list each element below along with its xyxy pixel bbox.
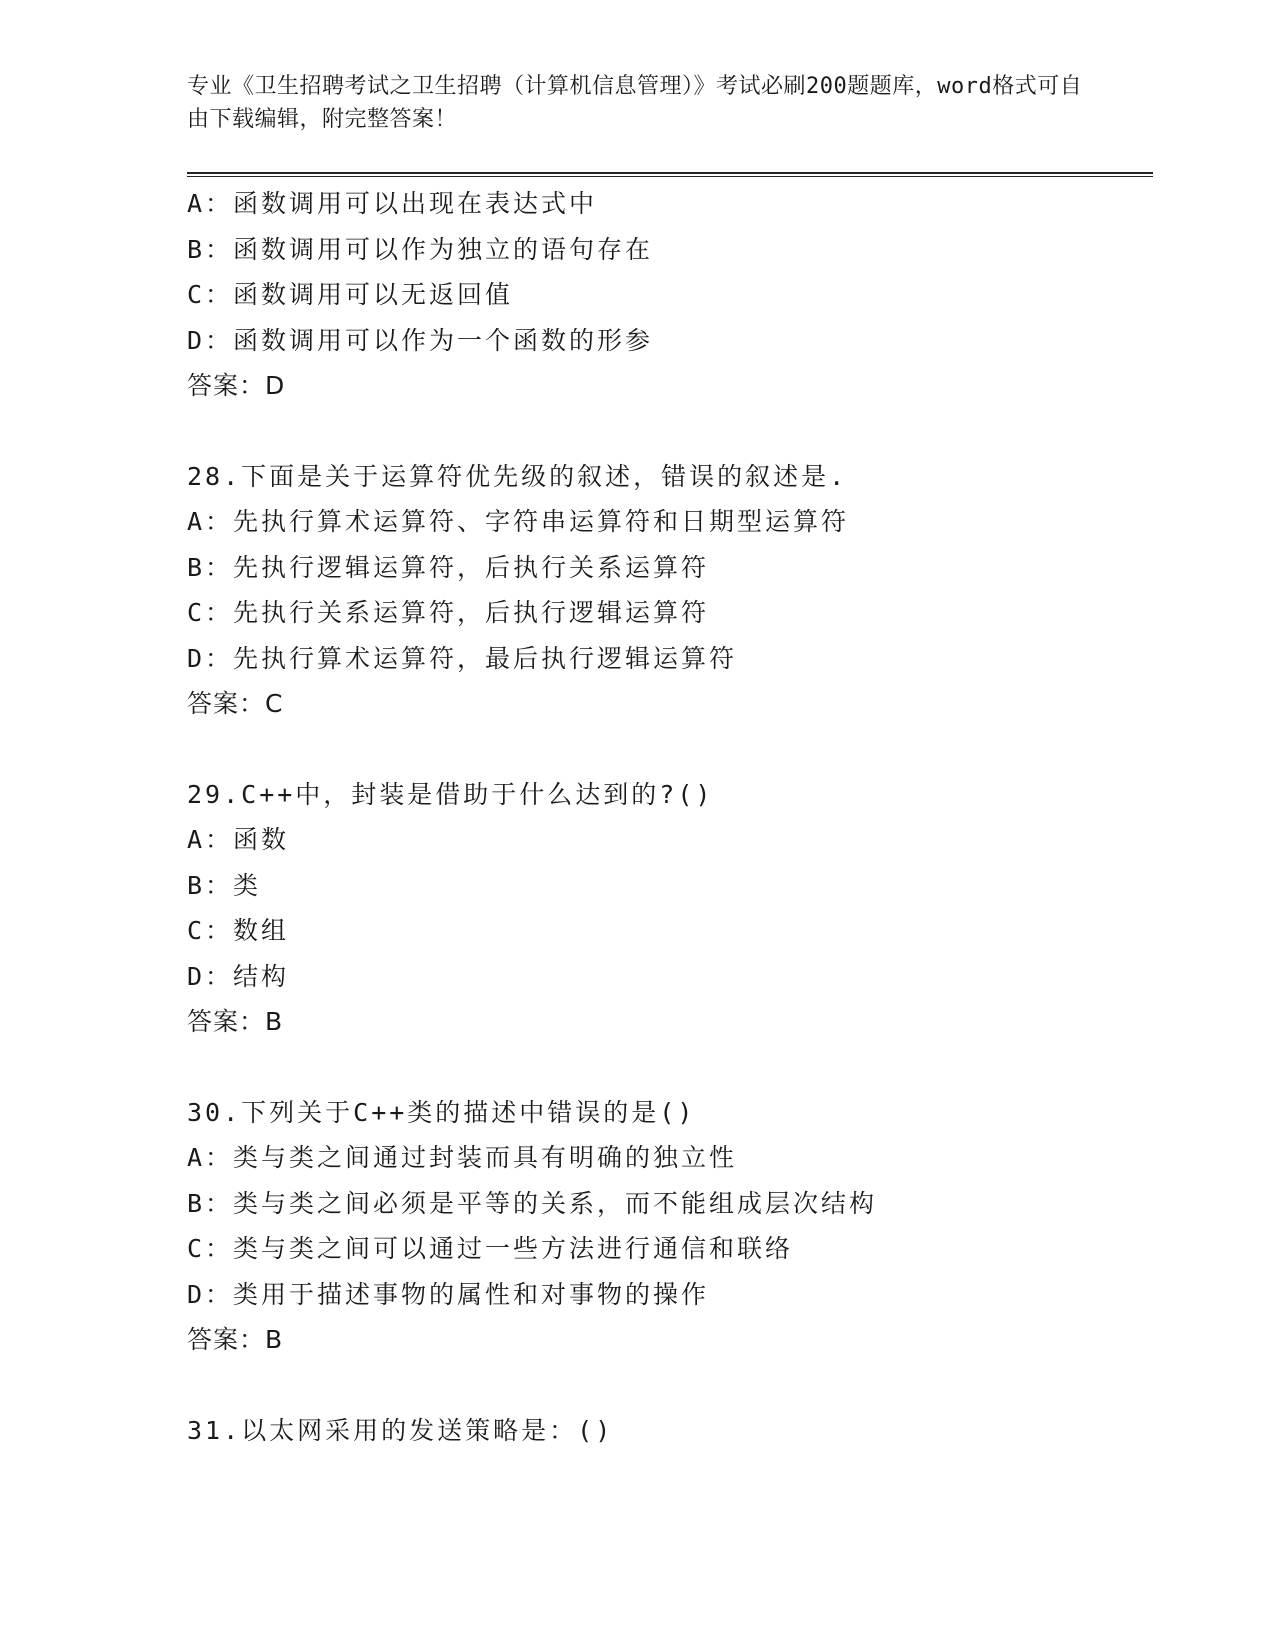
question-block-27 [187, 181, 1147, 409]
option-c: C：先执行关系运算符，后执行逻辑运算符 [187, 598, 710, 627]
option-d: D：结构 [187, 961, 290, 991]
answer-line: 答案：C [187, 689, 284, 718]
header-divider [187, 172, 1153, 177]
question-block-28 [187, 454, 1147, 727]
option-a: A：函数调用可以出现在表达式中 [187, 189, 598, 218]
answer-line: 答案：B [187, 1007, 284, 1036]
question-text: 29.C++中，封装是借助于什么达到的?() [187, 779, 714, 809]
option-c: C：数组 [187, 916, 290, 945]
question-block-29 [187, 772, 1147, 1045]
option-a: A：类与类之间通过封装而具有明确的独立性 [187, 1143, 738, 1172]
answer-line: 答案：B [187, 1325, 284, 1354]
option-d: D：先执行算术运算符，最后执行逻辑运算符 [187, 643, 738, 673]
option-b: B：类与类之间必须是平等的关系，而不能组成层次结构 [187, 1188, 878, 1218]
document-page [187, 70, 1147, 1453]
option-b: B：先执行逻辑运算符，后执行关系运算符 [187, 552, 710, 582]
answer-line: 答案：D [187, 371, 286, 400]
question-block-30 [187, 1090, 1147, 1363]
option-a: A：函数 [187, 825, 290, 854]
question-list [187, 181, 1147, 1453]
option-b: B：类 [187, 870, 262, 900]
question-text: 28.下面是关于运算符优先级的叙述，错误的叙述是. [187, 461, 848, 491]
option-b: B：函数调用可以作为独立的语句存在 [187, 234, 654, 264]
question-text: 30.下列关于C++类的描述中错误的是() [187, 1097, 696, 1127]
option-c: C：类与类之间可以通过一些方法进行通信和联络 [187, 1234, 794, 1263]
option-d: D：类用于描述事物的属性和对事物的操作 [187, 1279, 710, 1309]
option-c: C：函数调用可以无返回值 [187, 280, 514, 309]
option-a: A：先执行算术运算符、字符串运算符和日期型运算符 [187, 507, 850, 536]
option-d: D：函数调用可以作为一个函数的形参 [187, 325, 654, 355]
document-header: 专业《卫生招聘考试之卫生招聘（计算机信息管理）》考试必刷200题题库，word格式可自由下载编辑，附完整答案！ [187, 74, 1083, 132]
question-text: 31.以太网采用的发送策略是：() [187, 1415, 614, 1445]
question-block-31 [187, 1408, 1147, 1454]
